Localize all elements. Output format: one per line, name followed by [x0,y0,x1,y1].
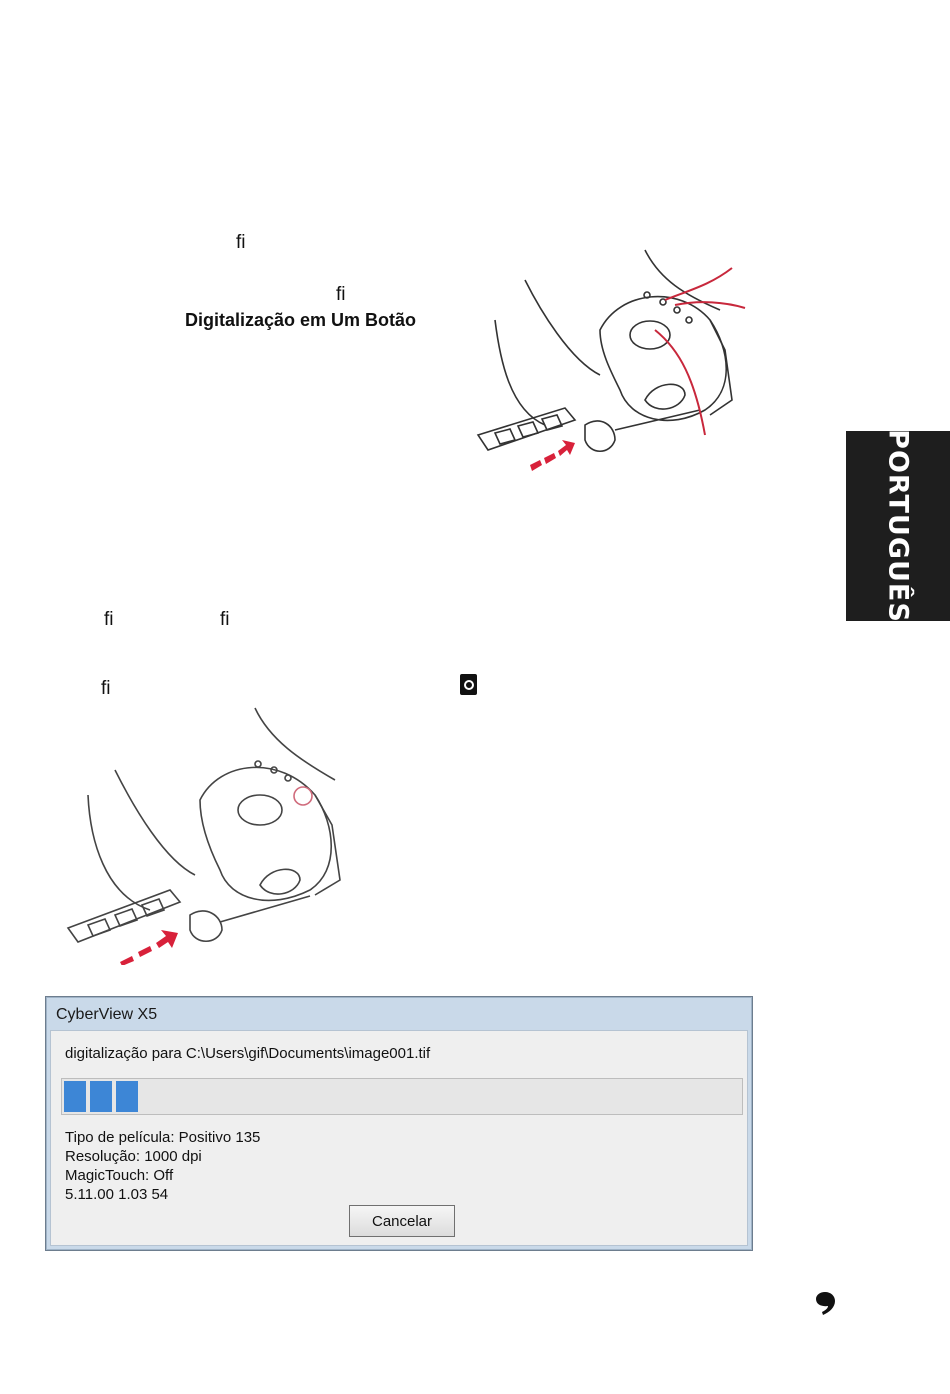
scanner-insert-illustration [470,240,800,480]
ligature-fragment: ﬁ [236,232,246,253]
scanner-button-illustration [60,700,370,965]
one-button-scan-heading: Digitalização em Um Botão [185,310,417,330]
scan-progress-fill [64,1081,139,1112]
scan-path-text: digitalização para C:\Users\gif\Documents\image001.tif [65,1045,431,1062]
camera-icon [460,674,477,695]
dialog-title: CyberView X5 [56,1006,158,1023]
page-marker-icon [814,1290,836,1316]
language-tab [846,431,950,621]
button-highlight-icon [294,787,312,805]
scan-progress-bar [61,1078,743,1115]
dialog-body [50,1030,748,1246]
language-tab-label: PORTUGUÊS [882,429,914,623]
ligature-fragment: ﬁ [104,609,114,630]
scan-progress-dialog [45,996,753,1251]
film-type-text: Tipo de película: Positivo 135 [65,1129,261,1146]
magictouch-text: MagicTouch: Off [65,1167,174,1184]
resolution-text: Resolução: 1000 dpi [65,1148,202,1165]
ligature-fragment: ﬁ [101,678,111,699]
ligature-fragment: ﬁ [220,609,230,630]
cancel-button[interactable]: Cancelar [349,1205,455,1237]
ligature-fragment: ﬁ [336,284,346,305]
version-text: 5.11.00 1.03 54 [65,1186,169,1203]
